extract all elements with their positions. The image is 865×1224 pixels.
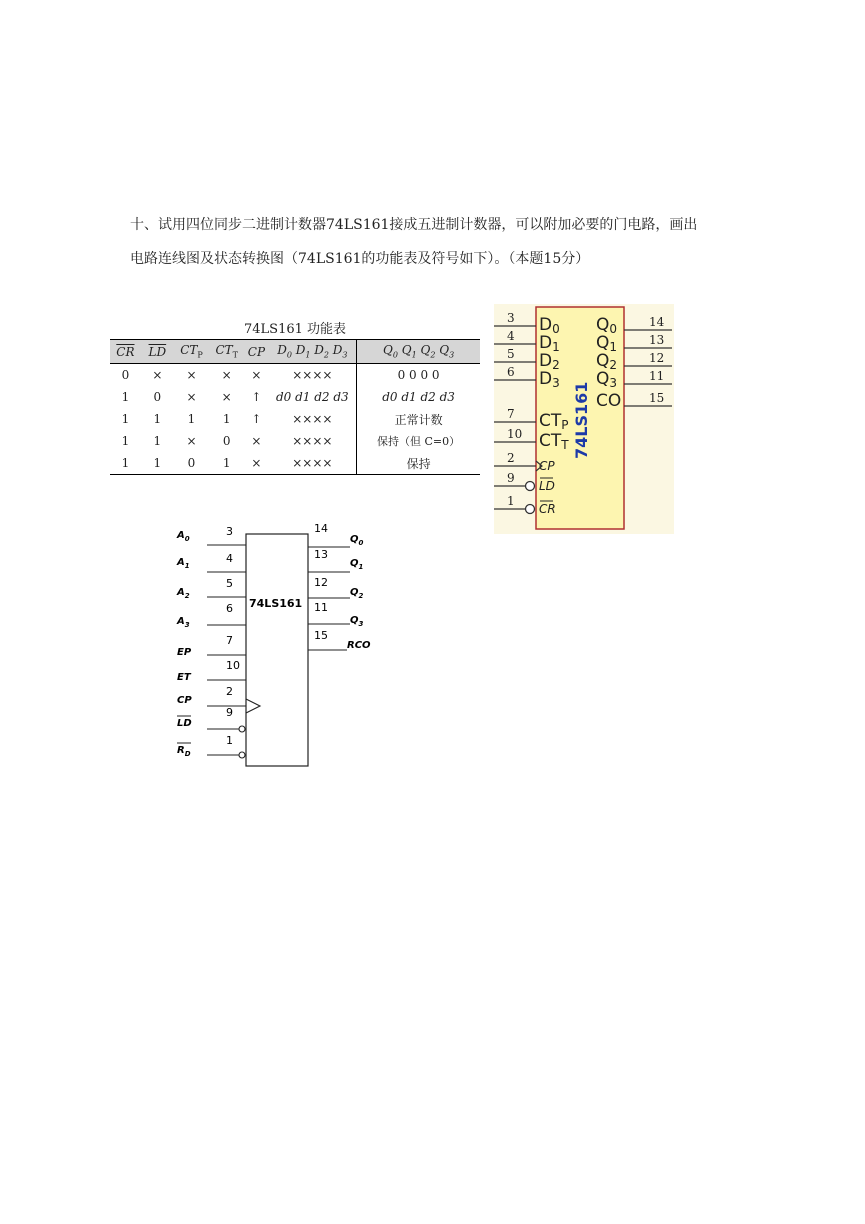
function-table	[110, 339, 480, 475]
pin-number: 7	[226, 634, 233, 647]
header-ctt: $CT_T$	[209, 340, 244, 364]
function-table-row	[110, 364, 480, 387]
pin-number: 10	[507, 427, 523, 441]
cell-cr: 1	[121, 434, 130, 448]
pin-number: 6	[507, 365, 515, 379]
pin-label: Q0	[596, 315, 618, 336]
pin-label: EP	[177, 647, 192, 658]
pin-number: 12	[649, 351, 665, 365]
pin-label: $A_0$	[177, 530, 190, 543]
pin-number: 11	[649, 369, 665, 383]
pin-label: D2	[539, 351, 560, 372]
header-q: $Q_0$ $Q_1$ $Q_2$ $Q_3$	[357, 340, 480, 364]
cell-cp: ×	[251, 434, 262, 448]
pin-number: 11	[314, 601, 328, 614]
pin-number: 1	[226, 734, 233, 747]
inverter-bubble	[239, 726, 245, 732]
chip-schematic-svg	[165, 518, 385, 778]
chip-body	[246, 534, 308, 766]
header-cr: $\overline{CR}$	[110, 340, 141, 364]
cell-d: ××××	[292, 434, 333, 448]
cell-q: 保持（但 C=0）	[357, 430, 480, 452]
pin-number: 7	[507, 407, 515, 421]
cell-ctp: ×	[186, 368, 197, 382]
cell-ctt: ×	[221, 368, 232, 382]
pin-label: D0	[539, 315, 560, 336]
pin-label: RCO	[347, 640, 371, 651]
pin-number: 12	[314, 576, 328, 589]
cell-ld: 1	[153, 412, 162, 426]
function-table-row	[110, 408, 480, 430]
pin-label: $R_D$	[177, 745, 191, 758]
pin-label: CP	[539, 459, 555, 473]
pin-label: D1	[539, 333, 560, 354]
cell-ld: 1	[153, 434, 162, 448]
pin-number: 4	[507, 329, 515, 343]
pin-number: 14	[314, 522, 328, 535]
pin-number: 13	[649, 333, 665, 347]
chip-schematic	[165, 518, 385, 782]
pin-label: D3	[539, 369, 560, 390]
header-cp: CP	[244, 340, 268, 364]
cell-d: ××××	[292, 412, 333, 426]
pin-label: Q2	[596, 351, 618, 372]
pin-label: CR	[539, 502, 556, 516]
pin-label: LD	[177, 718, 192, 729]
cell-cr: 1	[121, 412, 130, 426]
cell-q: d0 d1 d2 d3	[357, 386, 480, 408]
chip-symbol-image	[494, 304, 674, 534]
pin-label: Q1	[596, 333, 618, 354]
header-ctp: $CT_P$	[174, 340, 209, 364]
cell-cr: 1	[110, 452, 141, 475]
cell-ctt: 0	[222, 434, 231, 448]
header-ld: $\overline{LD}$	[141, 340, 174, 364]
cell-ctp: 0	[174, 452, 209, 475]
pin-label: $Q_0$	[350, 534, 364, 547]
cell-ctt: 1	[222, 412, 231, 426]
pin-number: 10	[226, 659, 240, 672]
pin-label: $Q_3$	[350, 615, 364, 628]
pin-label: CTP	[539, 411, 569, 432]
cell-ctt: 1	[209, 452, 244, 475]
cell-d: ××××	[292, 368, 333, 382]
cell-cp: ×	[251, 368, 262, 382]
pin-number: 9	[226, 706, 233, 719]
chip-name: 74LS161	[249, 597, 303, 610]
cell-ld: ×	[152, 368, 163, 382]
pin-number: 1	[507, 494, 515, 508]
question-text	[130, 208, 740, 276]
pin-number: 5	[507, 347, 515, 361]
pin-number: 2	[507, 451, 515, 465]
cell-cr: 0	[121, 368, 130, 382]
function-table-row	[110, 452, 480, 475]
question-line-1: 十、试用四位同步二进制计数器74LS161接成五进制计数器，可以附加必要的门电路，画出	[130, 217, 698, 233]
pin-label: $Q_2$	[350, 587, 364, 600]
pin-number: 6	[226, 602, 233, 615]
cell-q: 正常计数	[357, 408, 480, 430]
cell-ld: 0	[153, 390, 162, 404]
pin-label: Q3	[596, 369, 618, 390]
pin-label: CTT	[539, 431, 569, 452]
cell-cp: ×	[244, 452, 268, 475]
pin-label: ET	[177, 672, 191, 683]
pin-number: 2	[226, 685, 233, 698]
inverter-bubble	[526, 505, 535, 514]
pin-number: 9	[507, 471, 515, 485]
pin-label: $A_2$	[177, 587, 190, 600]
pin-label: $A_1$	[177, 557, 190, 570]
pin-number: 4	[226, 552, 233, 565]
cell-q: 0 0 0 0	[357, 364, 480, 387]
cell-d: ××××	[269, 452, 357, 475]
pin-label: $A_3$	[177, 616, 190, 629]
cell-d: d0 d1 d2 d3	[275, 390, 349, 404]
pin-label: $Q_1$	[350, 558, 364, 571]
cell-q: 保持	[357, 452, 480, 475]
pin-number: 15	[649, 391, 665, 405]
inverter-bubble	[526, 482, 535, 491]
pin-number: 13	[314, 548, 328, 561]
pin-number: 3	[226, 525, 233, 538]
function-table-title: 74LS161 功能表	[243, 322, 347, 337]
cell-ld: 1	[141, 452, 174, 475]
pin-number: 3	[507, 311, 515, 325]
cell-cp: ↑	[251, 412, 262, 426]
pin-number: 5	[226, 577, 233, 590]
pin-label: CP	[177, 695, 192, 706]
pin-label: LD	[539, 479, 555, 493]
inverter-bubble	[239, 752, 245, 758]
question-line-2: 电路连线图及状态转换图（74LS161的功能表及符号如下）。（本题15分）	[130, 251, 590, 267]
pin-number: 15	[314, 629, 328, 642]
pin-number: 14	[649, 315, 665, 329]
header-d: $D_0$ $D_1$ $D_2$ $D_3$	[269, 340, 357, 364]
cell-ctt: ×	[221, 390, 232, 404]
function-table-row	[110, 386, 480, 408]
chip-name: 74LS161	[572, 381, 591, 459]
cell-cp: ↑	[251, 390, 262, 404]
cell-ctp: ×	[186, 390, 197, 404]
function-table-row	[110, 430, 480, 452]
cell-cr: 1	[121, 390, 130, 404]
cell-ctp: 1	[187, 412, 196, 426]
function-table-header	[110, 340, 480, 364]
pin-label: CO	[596, 391, 622, 411]
chip-symbol-svg	[494, 304, 674, 534]
cell-ctp: ×	[186, 434, 197, 448]
